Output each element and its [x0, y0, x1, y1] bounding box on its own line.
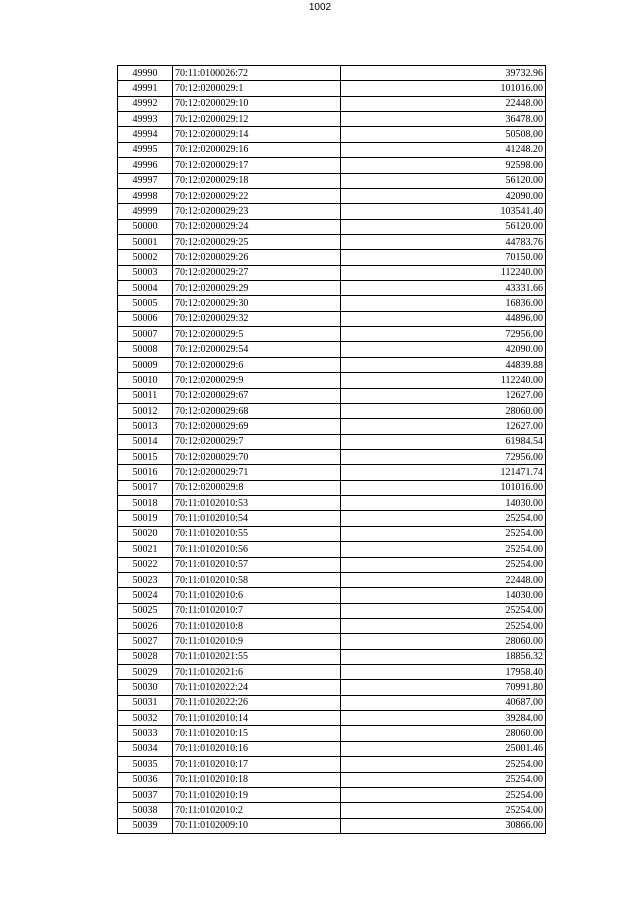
table-row	[118, 142, 546, 157]
cadastral-number: 70:12:0200029:6	[173, 357, 341, 372]
table-row	[118, 757, 546, 772]
cadastral-value: 44896.00	[341, 311, 546, 326]
row-number: 50038	[118, 803, 173, 818]
cadastral-value: 25254.00	[341, 603, 546, 618]
table-row	[118, 449, 546, 464]
cadastral-value: 22448.00	[341, 96, 546, 111]
row-number: 50020	[118, 526, 173, 541]
row-number: 50012	[118, 403, 173, 418]
cadastral-number: 70:12:0200029:16	[173, 142, 341, 157]
row-number: 50003	[118, 265, 173, 280]
cadastral-number: 70:11:0102010:7	[173, 603, 341, 618]
table-row	[118, 373, 546, 388]
table-body	[118, 66, 546, 834]
row-number: 50022	[118, 557, 173, 572]
cadastral-number: 70:12:0200029:27	[173, 265, 341, 280]
cadastral-value: 121471.74	[341, 465, 546, 480]
row-number: 49998	[118, 188, 173, 203]
table-row	[118, 327, 546, 342]
row-number: 50032	[118, 711, 173, 726]
row-number: 50027	[118, 634, 173, 649]
cadastral-number: 70:12:0200029:9	[173, 373, 341, 388]
row-number: 50019	[118, 511, 173, 526]
table-row	[118, 388, 546, 403]
table-row	[118, 741, 546, 756]
table-row	[118, 357, 546, 372]
cadastral-number: 70:12:0200029:17	[173, 158, 341, 173]
cadastral-value: 72956.00	[341, 327, 546, 342]
row-number: 49996	[118, 158, 173, 173]
cadastral-value: 70150.00	[341, 250, 546, 265]
cadastral-number: 70:12:0200029:68	[173, 403, 341, 418]
table-row	[118, 496, 546, 511]
cadastral-value-table	[117, 65, 546, 834]
cadastral-number: 70:11:0102010:58	[173, 572, 341, 587]
table-row	[118, 818, 546, 833]
cadastral-number: 70:12:0200029:22	[173, 188, 341, 203]
cadastral-value: 41248.20	[341, 142, 546, 157]
cadastral-number: 70:12:0200029:67	[173, 388, 341, 403]
cadastral-value: 25254.00	[341, 803, 546, 818]
cadastral-number: 70:12:0200029:12	[173, 112, 341, 127]
table-row	[118, 603, 546, 618]
table-row	[118, 542, 546, 557]
row-number: 50005	[118, 296, 173, 311]
cadastral-number: 70:12:0200029:71	[173, 465, 341, 480]
cadastral-number: 70:12:0200029:10	[173, 96, 341, 111]
row-number: 50001	[118, 234, 173, 249]
row-number: 50008	[118, 342, 173, 357]
cadastral-number: 70:12:0200029:24	[173, 219, 341, 234]
row-number: 49999	[118, 204, 173, 219]
cadastral-value: 28060.00	[341, 403, 546, 418]
table-row	[118, 787, 546, 802]
row-number: 49991	[118, 81, 173, 96]
cadastral-value: 25254.00	[341, 757, 546, 772]
cadastral-value: 56120.00	[341, 219, 546, 234]
cadastral-value: 22448.00	[341, 572, 546, 587]
cadastral-value: 92598.00	[341, 158, 546, 173]
cadastral-value: 39732.96	[341, 66, 546, 81]
table-row	[118, 588, 546, 603]
cadastral-number: 70:11:0102010:18	[173, 772, 341, 787]
cadastral-value: 40687.00	[341, 695, 546, 710]
row-number: 50006	[118, 311, 173, 326]
row-number: 49997	[118, 173, 173, 188]
table-row	[118, 112, 546, 127]
cadastral-number: 70:11:0102010:15	[173, 726, 341, 741]
cadastral-number: 70:11:0102010:6	[173, 588, 341, 603]
cadastral-value: 25254.00	[341, 787, 546, 802]
cadastral-number: 70:11:0102021:55	[173, 649, 341, 664]
cadastral-number: 70:11:0102010:57	[173, 557, 341, 572]
cadastral-number: 70:11:0102010:16	[173, 741, 341, 756]
table-row	[118, 158, 546, 173]
row-number: 50016	[118, 465, 173, 480]
table-row	[118, 281, 546, 296]
table-row	[118, 803, 546, 818]
row-number: 50030	[118, 680, 173, 695]
table-row	[118, 572, 546, 587]
table-row	[118, 127, 546, 142]
cadastral-value: 17958.40	[341, 665, 546, 680]
cadastral-number: 70:11:0102009:10	[173, 818, 341, 833]
row-number: 50035	[118, 757, 173, 772]
table-row	[118, 695, 546, 710]
cadastral-value: 36478.00	[341, 112, 546, 127]
table-row	[118, 665, 546, 680]
cadastral-number: 70:11:0102010:53	[173, 496, 341, 511]
cadastral-value: 25254.00	[341, 542, 546, 557]
cadastral-value: 18856.32	[341, 649, 546, 664]
cadastral-value: 30866.00	[341, 818, 546, 833]
cadastral-value: 42090.00	[341, 342, 546, 357]
cadastral-value: 44839.88	[341, 357, 546, 372]
cadastral-number: 70:12:0200029:14	[173, 127, 341, 142]
row-number: 50031	[118, 695, 173, 710]
table-row	[118, 680, 546, 695]
row-number: 50033	[118, 726, 173, 741]
cadastral-value: 12627.00	[341, 419, 546, 434]
cadastral-number: 70:12:0200029:5	[173, 327, 341, 342]
cadastral-number: 70:11:0102010:56	[173, 542, 341, 557]
cadastral-value: 25254.00	[341, 772, 546, 787]
cadastral-value: 12627.00	[341, 388, 546, 403]
row-number: 50028	[118, 649, 173, 664]
table-row	[118, 66, 546, 81]
row-number: 50013	[118, 419, 173, 434]
row-number: 50024	[118, 588, 173, 603]
cadastral-number: 70:11:0102022:26	[173, 695, 341, 710]
cadastral-value: 14030.00	[341, 588, 546, 603]
cadastral-number: 70:11:0102010:55	[173, 526, 341, 541]
cadastral-value: 25001.46	[341, 741, 546, 756]
cadastral-value: 44783.76	[341, 234, 546, 249]
row-number: 50004	[118, 281, 173, 296]
cadastral-value: 28060.00	[341, 634, 546, 649]
cadastral-value: 61984.54	[341, 434, 546, 449]
cadastral-value: 25254.00	[341, 511, 546, 526]
table-row	[118, 465, 546, 480]
cadastral-value: 16836.00	[341, 296, 546, 311]
row-number: 50029	[118, 665, 173, 680]
cadastral-number: 70:12:0200029:26	[173, 250, 341, 265]
row-number: 50021	[118, 542, 173, 557]
table-row	[118, 173, 546, 188]
table-row	[118, 634, 546, 649]
cadastral-number: 70:12:0200029:54	[173, 342, 341, 357]
cadastral-value: 112240.00	[341, 265, 546, 280]
cadastral-number: 70:12:0200029:70	[173, 449, 341, 464]
row-number: 49992	[118, 96, 173, 111]
row-number: 50037	[118, 787, 173, 802]
cadastral-number: 70:11:0102022:24	[173, 680, 341, 695]
cadastral-value: 101016.00	[341, 480, 546, 495]
cadastral-number: 70:12:0200029:8	[173, 480, 341, 495]
row-number: 50000	[118, 219, 173, 234]
table-row	[118, 511, 546, 526]
row-number: 50034	[118, 741, 173, 756]
cadastral-number: 70:11:0102010:2	[173, 803, 341, 818]
cadastral-number: 70:11:0100026:72	[173, 66, 341, 81]
row-number: 50009	[118, 357, 173, 372]
cadastral-number: 70:11:0102021:6	[173, 665, 341, 680]
table-row	[118, 649, 546, 664]
cadastral-value: 28060.00	[341, 726, 546, 741]
cadastral-value: 25254.00	[341, 526, 546, 541]
row-number: 50007	[118, 327, 173, 342]
cadastral-number: 70:12:0200029:69	[173, 419, 341, 434]
row-number: 50014	[118, 434, 173, 449]
page-number: 1002	[308, 2, 332, 13]
cadastral-number: 70:11:0102010:17	[173, 757, 341, 772]
row-number: 50015	[118, 449, 173, 464]
cadastral-value: 56120.00	[341, 173, 546, 188]
cadastral-number: 70:11:0102010:19	[173, 787, 341, 802]
row-number: 50011	[118, 388, 173, 403]
cadastral-number: 70:12:0200029:18	[173, 173, 341, 188]
row-number: 49993	[118, 112, 173, 127]
row-number: 50039	[118, 818, 173, 833]
row-number: 50018	[118, 496, 173, 511]
cadastral-value: 101016.00	[341, 81, 546, 96]
cadastral-value: 112240.00	[341, 373, 546, 388]
cadastral-number: 70:12:0200029:1	[173, 81, 341, 96]
table-row	[118, 434, 546, 449]
table-row	[118, 711, 546, 726]
row-number: 50025	[118, 603, 173, 618]
row-number: 49994	[118, 127, 173, 142]
cadastral-number: 70:12:0200029:32	[173, 311, 341, 326]
cadastral-value: 72956.00	[341, 449, 546, 464]
table-row	[118, 403, 546, 418]
table-row	[118, 557, 546, 572]
cadastral-number: 70:11:0102010:9	[173, 634, 341, 649]
table-row	[118, 265, 546, 280]
table-row	[118, 772, 546, 787]
table-row	[118, 419, 546, 434]
cadastral-value: 43331.66	[341, 281, 546, 296]
cadastral-value: 39284.00	[341, 711, 546, 726]
cadastral-number: 70:12:0200029:30	[173, 296, 341, 311]
cadastral-number: 70:12:0200029:25	[173, 234, 341, 249]
row-number: 49995	[118, 142, 173, 157]
cadastral-number: 70:12:0200029:7	[173, 434, 341, 449]
cadastral-number: 70:11:0102010:8	[173, 618, 341, 633]
table-row	[118, 250, 546, 265]
cadastral-number: 70:12:0200029:29	[173, 281, 341, 296]
row-number: 50002	[118, 250, 173, 265]
cadastral-value: 25254.00	[341, 618, 546, 633]
row-number: 50023	[118, 572, 173, 587]
table-row	[118, 726, 546, 741]
cadastral-value: 50508.00	[341, 127, 546, 142]
row-number: 50036	[118, 772, 173, 787]
table-row	[118, 296, 546, 311]
cadastral-value: 25254.00	[341, 557, 546, 572]
cadastral-value: 70991.80	[341, 680, 546, 695]
row-number: 49990	[118, 66, 173, 81]
table-row	[118, 188, 546, 203]
table-row	[118, 234, 546, 249]
cadastral-number: 70:11:0102010:54	[173, 511, 341, 526]
table-row	[118, 618, 546, 633]
table-row	[118, 81, 546, 96]
table-row	[118, 311, 546, 326]
cadastral-number: 70:12:0200029:23	[173, 204, 341, 219]
cadastral-value: 14030.00	[341, 496, 546, 511]
cadastral-value: 42090.00	[341, 188, 546, 203]
row-number: 50026	[118, 618, 173, 633]
table-row	[118, 204, 546, 219]
table-row	[118, 526, 546, 541]
table-row	[118, 480, 546, 495]
table-row	[118, 342, 546, 357]
row-number: 50010	[118, 373, 173, 388]
table-row	[118, 219, 546, 234]
row-number: 50017	[118, 480, 173, 495]
cadastral-number: 70:11:0102010:14	[173, 711, 341, 726]
table-row	[118, 96, 546, 111]
cadastral-value: 103541.40	[341, 204, 546, 219]
